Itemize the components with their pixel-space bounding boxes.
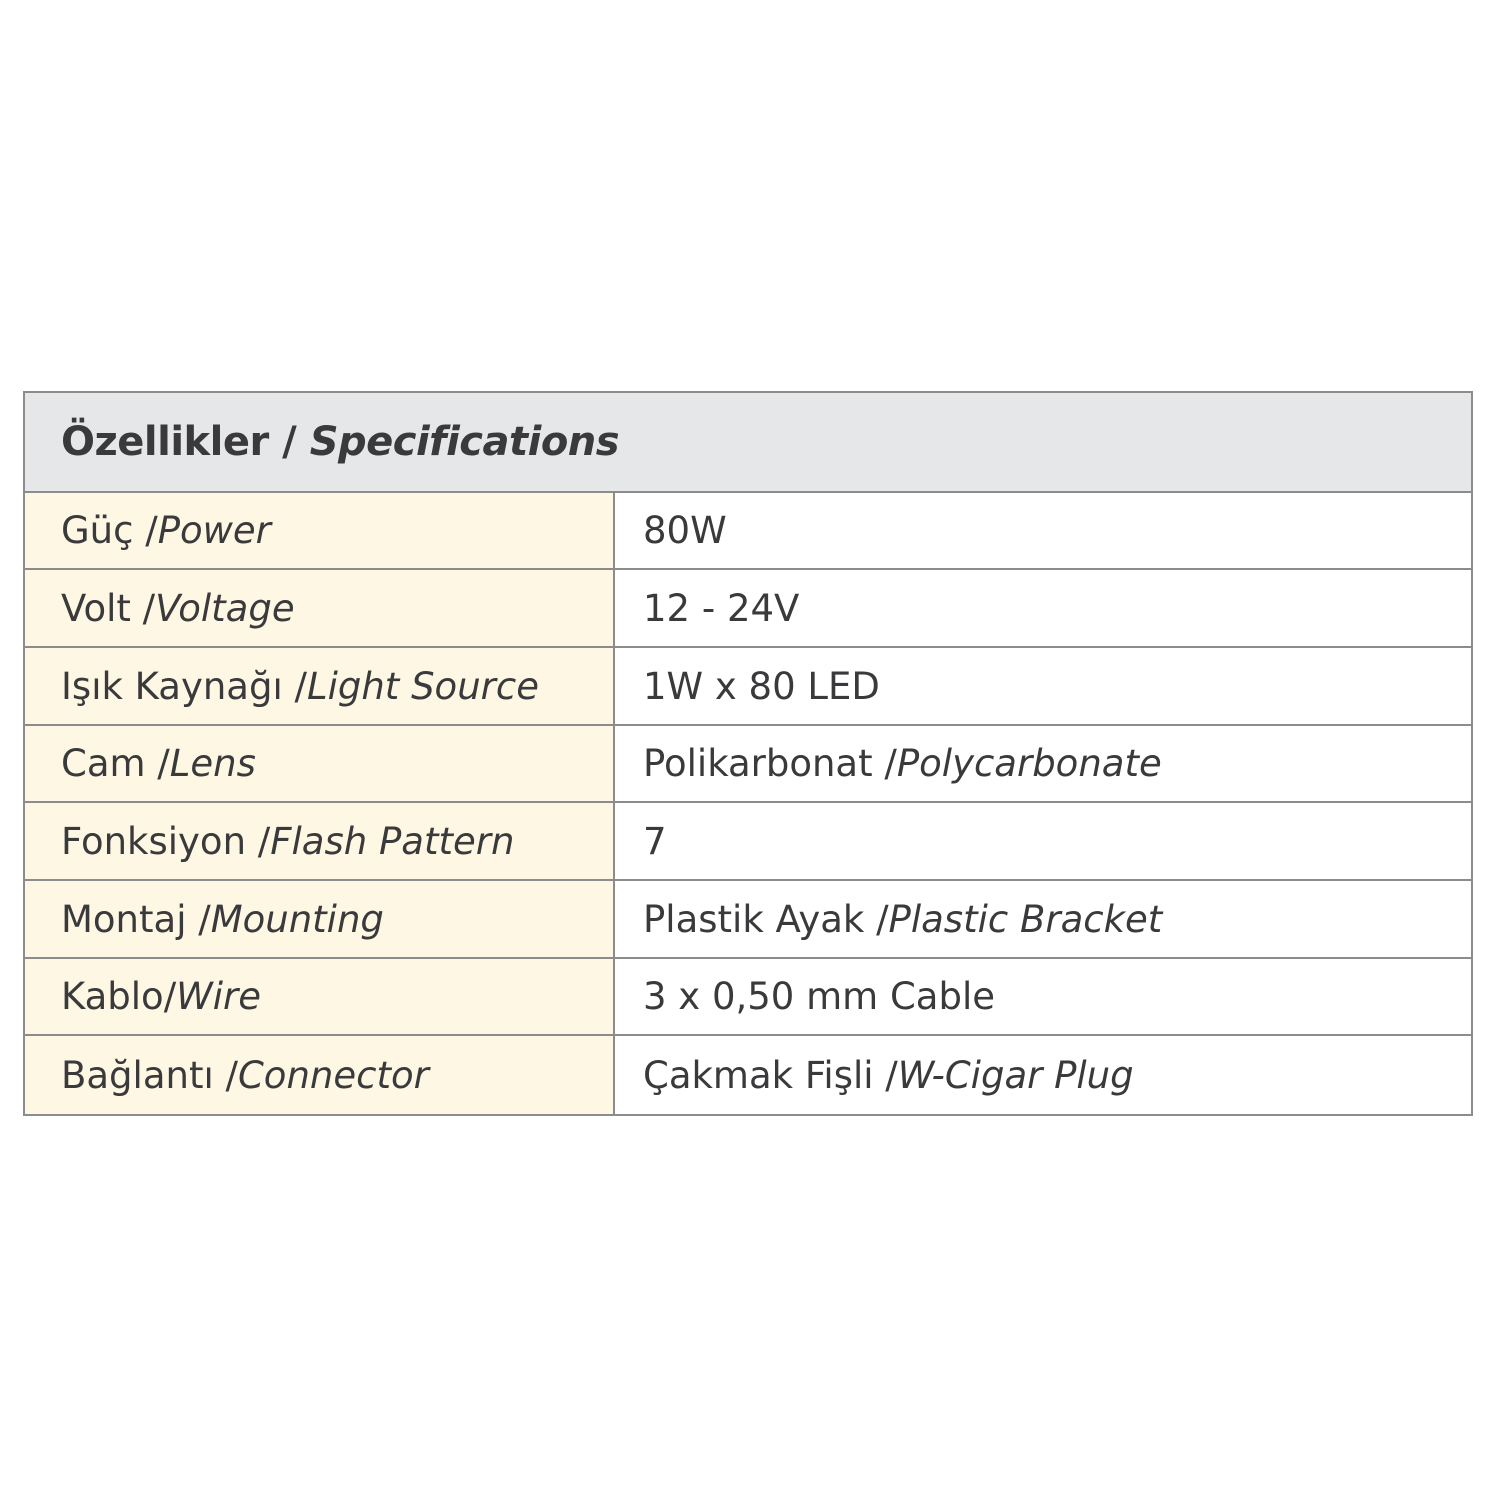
label-turkish: Cam /	[61, 742, 170, 785]
label-turkish: Fonksiyon /	[61, 819, 271, 863]
label-english: Light Source	[306, 664, 539, 708]
label-english: Connector	[237, 1053, 429, 1097]
row-label	[25, 881, 615, 957]
row-label	[25, 1036, 615, 1114]
label-turkish: Montaj /	[61, 897, 211, 941]
table-row	[25, 1036, 1471, 1114]
table-row	[25, 803, 1471, 881]
label-english: Mounting	[210, 897, 384, 941]
table-row	[25, 493, 1471, 570]
table-row	[25, 570, 1471, 648]
table-body	[25, 493, 1471, 1114]
row-value	[615, 959, 1471, 1034]
value-turkish: Polikarbonat /	[643, 742, 897, 785]
row-value	[615, 493, 1471, 568]
value-turkish: 3 x 0,50 mm Cable	[643, 975, 995, 1018]
value-turkish: 1W x 80 LED	[643, 664, 880, 708]
row-label	[25, 570, 615, 646]
row-label	[25, 726, 615, 801]
table-title	[61, 419, 619, 465]
label-turkish: Bağlantı /	[61, 1053, 238, 1097]
value-turkish: 7	[643, 819, 667, 863]
row-value	[615, 881, 1471, 957]
row-value	[615, 726, 1471, 801]
label-english: Power	[157, 509, 271, 552]
table-row	[25, 959, 1471, 1036]
table-header	[25, 393, 1471, 493]
table-row	[25, 648, 1471, 726]
value-english: W-Cigar Plug	[897, 1053, 1134, 1097]
row-label	[25, 648, 615, 724]
row-label	[25, 493, 615, 568]
value-turkish: 80W	[643, 509, 727, 552]
value-turkish: Plastik Ayak /	[643, 897, 889, 941]
row-value	[615, 570, 1471, 646]
label-turkish: Kablo/	[61, 975, 177, 1018]
value-turkish: 12 - 24V	[643, 586, 800, 630]
row-value	[615, 803, 1471, 879]
label-english: Voltage	[155, 586, 295, 630]
label-turkish: Volt /	[61, 586, 156, 630]
table-row	[25, 726, 1471, 803]
specifications-table	[23, 391, 1473, 1116]
value-turkish: Çakmak Fişli /	[643, 1053, 898, 1097]
label-turkish: Güç /	[61, 509, 158, 552]
value-english: Polycarbonate	[896, 742, 1162, 785]
row-value	[615, 648, 1471, 724]
table-row	[25, 881, 1471, 959]
row-label	[25, 803, 615, 879]
row-value	[615, 1036, 1471, 1114]
label-turkish: Işık Kaynağı /	[61, 664, 307, 708]
title-english: Specifications	[309, 419, 620, 465]
title-turkish: Özellikler /	[61, 419, 297, 465]
row-label	[25, 959, 615, 1034]
label-english: Flash Pattern	[270, 819, 515, 863]
label-english: Wire	[176, 975, 261, 1018]
label-english: Lens	[169, 742, 256, 785]
value-english: Plastic Bracket	[888, 897, 1163, 941]
